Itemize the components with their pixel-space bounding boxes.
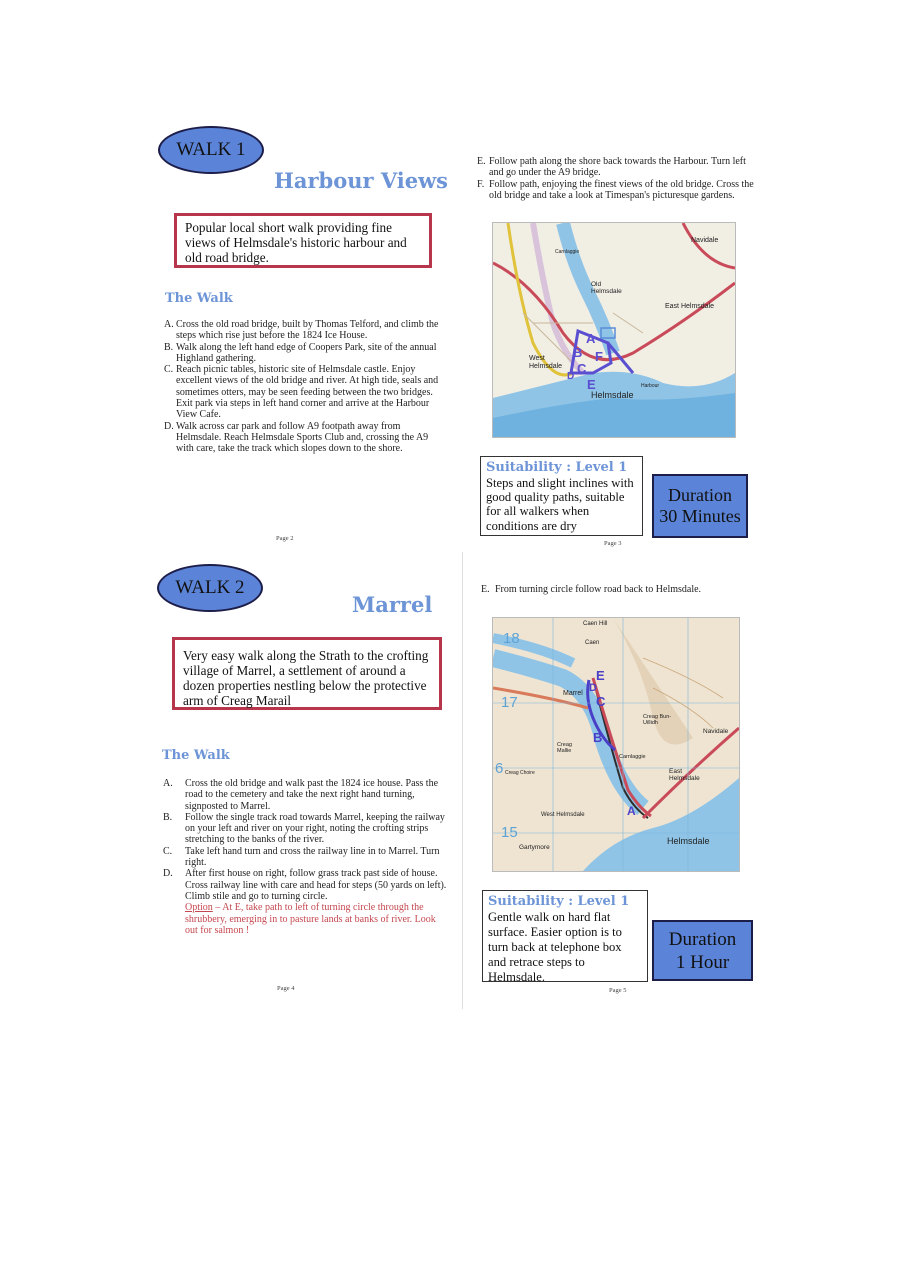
walk2-step-e-container bbox=[481, 584, 761, 595]
map-label-navidale: Navidale bbox=[691, 237, 719, 244]
map-label-creag-bun-uillidh: Creag Bun-Uillidh bbox=[643, 714, 672, 726]
walk1-intro-box bbox=[174, 213, 432, 268]
map-label-gartymore: Gartymore bbox=[519, 844, 550, 851]
walk1-step-a bbox=[164, 319, 442, 342]
page-divider bbox=[462, 552, 463, 1009]
step-letter: D. bbox=[164, 420, 174, 432]
map-label-west-helmsdale: West Helmsdale bbox=[529, 355, 563, 370]
step-text: Cross the old road bridge, built by Thomas Telford, and climb the steps which rise just before the 1824 Ice House. bbox=[176, 319, 439, 342]
walk1-title: Harbour Views bbox=[274, 168, 449, 193]
step-text: Follow the single track road towards Marrel, keeping the railway on your left and river on your right, noting the crofting strips stretching to the banks of the river. bbox=[185, 811, 445, 846]
map-label-east-helmsdale: East Helmsdale bbox=[669, 768, 700, 782]
step-letter: C. bbox=[164, 364, 174, 376]
walk1-suitability-title: Suitability : Level 1 bbox=[486, 460, 628, 475]
walk2-badge-label: WALK 2 bbox=[175, 577, 245, 598]
step-text: From turning circle follow road back to Helmsdale. bbox=[495, 584, 702, 595]
map-point-f: F bbox=[595, 349, 603, 364]
map-label-helmsdale: Helmsdale bbox=[591, 390, 634, 400]
walk1-step-c bbox=[164, 364, 442, 420]
walk2-map bbox=[492, 617, 740, 872]
step-letter: E. bbox=[477, 156, 486, 167]
step-letter: A. bbox=[164, 319, 174, 330]
walk1-map bbox=[492, 222, 736, 438]
map-point-e: E bbox=[587, 377, 596, 392]
map-point-e: E bbox=[596, 668, 605, 683]
walk2-suitability-title: Suitability : Level 1 bbox=[488, 894, 630, 909]
map-point-a: A bbox=[586, 331, 596, 346]
walk1-steps-continued bbox=[477, 156, 755, 201]
map-point-c: C bbox=[596, 694, 606, 709]
map-point-d: D bbox=[589, 682, 597, 694]
map-label-creag-mallie: Creag Mallie bbox=[557, 742, 572, 754]
step-letter: F. bbox=[477, 178, 485, 190]
walk2-step-a bbox=[163, 778, 447, 812]
walk2-steps bbox=[163, 778, 447, 936]
walk1-steps bbox=[164, 319, 442, 455]
walk2-duration-box bbox=[652, 920, 753, 981]
page-number-4: Page 4 bbox=[277, 985, 295, 992]
walk1-badge-label: WALK 1 bbox=[176, 139, 246, 160]
walk1-step-f bbox=[477, 179, 755, 202]
walk1-duration-label: Duration bbox=[668, 485, 732, 505]
step-letter: A. bbox=[163, 778, 173, 789]
map-label-marrel: Marrel bbox=[563, 690, 583, 697]
map-label-helmsdale: Helmsdale bbox=[667, 836, 710, 846]
step-letter: C. bbox=[163, 845, 173, 857]
walk2-step-b bbox=[163, 812, 447, 846]
map-label-carnlaggie: Carnlaggie bbox=[555, 249, 580, 255]
walk1-duration-value: 30 Minutes bbox=[659, 506, 741, 526]
walk1-heading: The Walk bbox=[165, 291, 233, 306]
walk1-step-b bbox=[164, 342, 442, 365]
step-text: After first house on right, follow grass track past side of house. Cross railway line with care and head for steps (50 yards on left). Climb stile and go to turning circle. bbox=[185, 868, 447, 902]
walk1-step-e bbox=[477, 156, 755, 179]
step-letter: B. bbox=[164, 341, 174, 353]
page-number-5: Page 5 bbox=[609, 987, 627, 994]
walk2-suitability-text: Gentle walk on hard flat surface. Easier option is to turn back at telephone box and retrace steps to Helmsdale. bbox=[488, 910, 622, 984]
step-letter: D. bbox=[163, 868, 173, 880]
walk2-intro-text: Very easy walk along the Strath to the crofting village of Marrel, a settlement of around a dozen properties nestling below the protective arm of Creag Marail bbox=[183, 648, 429, 708]
map-label-caen-hill: Caen Hill bbox=[583, 621, 608, 627]
map-point-b: B bbox=[593, 730, 603, 745]
walk1-suitability-box bbox=[480, 456, 643, 536]
walk1-step-d bbox=[164, 421, 442, 455]
page-number-2: Page 2 bbox=[276, 535, 294, 542]
walk1-duration-box bbox=[652, 474, 748, 538]
map-grid-17: 17 bbox=[501, 694, 518, 711]
walk1-suitability-text: Steps and slight inclines with good quality paths, suitable for all walkers when conditions are dry bbox=[486, 476, 634, 533]
map-grid-16: 6 bbox=[495, 760, 504, 777]
option-text: – At E, take path to left of turning circle through the shrubbery, emerging in to pasture lands at banks of river. Look out for salmon ! bbox=[185, 902, 436, 936]
walk1-badge bbox=[158, 126, 264, 174]
walk2-step-d bbox=[163, 868, 447, 902]
map-label-west-helmsdale: West Helmsdale bbox=[541, 812, 585, 818]
step-text: Reach picnic tables, historic site of Helmsdale castle. Enjoy excellent views of the old bridge and river. At high tide, seals and sometimes otters, may be seen feeding between the two bridges. Exit park via steps in left hand corner and arrive at the Harbour View Cafe. bbox=[176, 364, 439, 421]
map-grid-18: 18 bbox=[503, 630, 520, 647]
walk2-badge bbox=[157, 564, 263, 612]
map-label-caen: Caen bbox=[585, 640, 600, 646]
option-label: Option bbox=[185, 902, 213, 914]
map-label-old-helmsdale: Old Helmsdale bbox=[591, 281, 622, 295]
step-text: Cross the old bridge and walk past the 1824 ice house. Pass the road to the cemetery and take the next right hand turning, signposted to Marrel. bbox=[185, 778, 439, 812]
step-text: Walk along the left hand edge of Coopers Park, site of the annual Highland gathering. bbox=[176, 341, 437, 364]
map-point-b: B bbox=[573, 345, 583, 360]
map-grid-15: 15 bbox=[501, 824, 518, 841]
map-point-c: C bbox=[577, 361, 587, 376]
map-point-d: D bbox=[567, 371, 575, 382]
step-text: Follow path along the shore back towards the Harbour. Turn left and go under the A9 bridge. bbox=[489, 156, 746, 179]
walk2-step-e bbox=[481, 584, 761, 595]
walk2-duration-value: 1 Hour bbox=[675, 952, 730, 973]
walk2-title: Marrel bbox=[352, 592, 433, 617]
map-label-east-helmsdale: East Helmsdale bbox=[665, 303, 715, 310]
walk2-step-c bbox=[163, 846, 447, 869]
step-letter: B. bbox=[163, 811, 173, 823]
step-letter: E. bbox=[481, 584, 490, 595]
walk2-duration-label: Duration bbox=[668, 929, 737, 950]
step-text: Walk across car park and follow A9 footpath away from Helmsdale. Reach Helmsdale Sports Club and, crossing the A9 with care, take the track which slopes down to the shore. bbox=[176, 420, 429, 455]
walk2-option bbox=[163, 902, 447, 936]
walk2-intro-box bbox=[172, 637, 442, 710]
walk1-intro-text: Popular local short walk providing fine views of Helmsdale's historic harbour and old road bridge. bbox=[185, 220, 407, 265]
map-label-navidale: Navidale bbox=[703, 728, 729, 735]
map-label-carnlaggie: Carnlaggie bbox=[619, 754, 646, 760]
map-label-harbour: Harbour bbox=[641, 383, 660, 389]
step-text: Take left hand turn and cross the railway line in to Marrel. Turn right. bbox=[185, 845, 440, 869]
step-text: Follow path, enjoying the finest views of the old bridge. Cross the old bridge and take a look at Timespan's picturesque gardens. bbox=[489, 178, 754, 201]
map-label-creag-choire: Creag Choire bbox=[505, 770, 535, 776]
map-point-a: A bbox=[627, 804, 636, 818]
page-number-3: Page 3 bbox=[604, 540, 622, 547]
walk2-heading: The Walk bbox=[162, 748, 230, 763]
walk2-suitability-box bbox=[482, 890, 648, 982]
